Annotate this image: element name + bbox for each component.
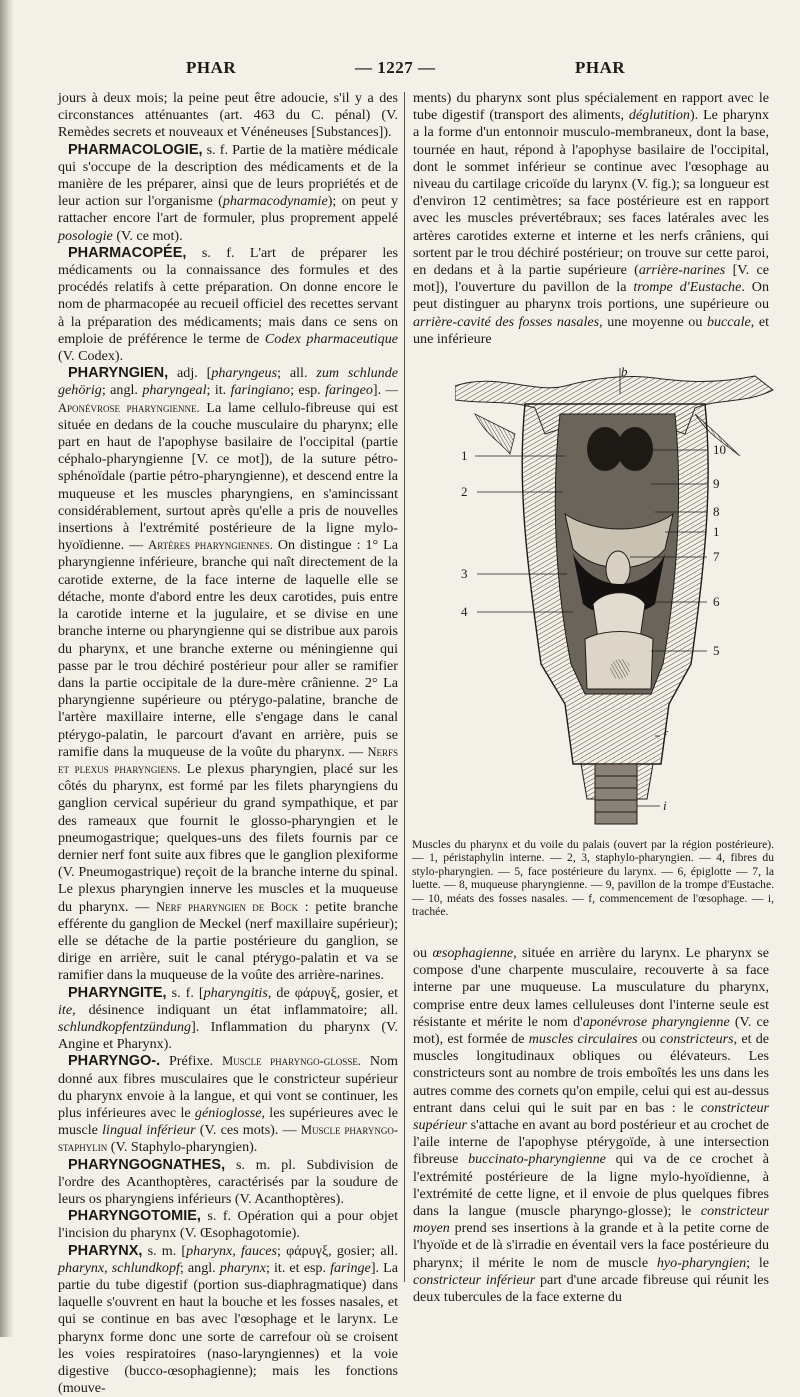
entry-text: (V. ces mots). — (195, 1122, 301, 1139)
entry-text: ). Le pharynx a la forme d'un entonnoir musculo-membraneux, dont la base, tournée en haut, répond à l'apophyse basilaire de l'occipital, dont le sommet inférieur se continue avec l'œsophage au niveau du cartilage cricoïde du larynx (V. fig.); sa longueur est d'environ 12 centimètres; sa face postérieure est en rapport avec les muscles prévertébraux; ses faces latérales avec les artères carotides externe et interne et les nerfs crâniens, qui sortent par le trou déchiré postérieur; on trouve sur cette paroi, en dedans et à la partie supérieure ( (413, 107, 770, 279)
subheading: Muscle pharyngo-staphylin (58, 1123, 398, 1155)
entry-pharynx-continued-2 (413, 945, 769, 1306)
book-binding-shadow (0, 0, 14, 1337)
entry-text: ; φάρυγξ, gosier; all. (277, 1242, 398, 1259)
italic-term: buccale (706, 313, 751, 330)
right-column-top (413, 90, 769, 348)
italic-term: aponévrose pharyngienne (582, 1013, 730, 1030)
figure-label-left: 4 (461, 604, 468, 619)
figure-label-left: 1 (461, 448, 468, 463)
entry-pharmacopee (58, 245, 398, 365)
entry-text: (V. ce mot), est formée de (413, 1013, 770, 1048)
italic-term: constricteur moyen (413, 1203, 769, 1237)
entry-pharyngite (58, 985, 398, 1054)
italic-term: Codex pharmaceutique (264, 330, 398, 347)
headword: PHARYNX, (68, 1242, 143, 1259)
figure-label-i: i (663, 798, 667, 813)
entry-pharyngo (58, 1053, 398, 1156)
entry-text: , les supérieures avec le muscle (58, 1104, 398, 1139)
italic-term: pharyngeal (142, 382, 207, 399)
entry-text: . On peut distinguer au pharynx trois portions, une supérieure ou (413, 279, 769, 313)
entry-text: ; angl. (179, 1259, 220, 1276)
column-divider (404, 92, 405, 1282)
figure-label-left: 2 (461, 484, 468, 499)
figure-label-right: 9 (713, 476, 720, 491)
headword: PHARMACOLOGIE, (68, 141, 203, 158)
italic-term: pharyngeus (211, 365, 278, 382)
left-column (58, 90, 398, 1397)
italic-term: pharmacodynamie (222, 193, 328, 210)
italic-term: œsophagienne (432, 945, 514, 961)
entry-text: s. m. [ (142, 1242, 187, 1259)
headword: PHARYNGOTOMIE, (68, 1208, 201, 1225)
italic-term: constricteur supérieur (413, 1099, 769, 1134)
entry-text: Le plexus pharyngien, placé sur les côtés du pharynx, est formé par les filets pharyngiens du ganglion cervical supérieur du grand sympathique, et par des rameaux que fournit le glosso-pharyngien et le pneumogastrique; quelques-uns des filets fournis par ce dernier nerf font suite aux fibres que le ganglion plexiforme (V. Pneumogastrique) reçoit de la branche interne du spinal. Le plexus pharyngien innerve les muscles et la muqueuse du pharynx. — (58, 760, 398, 915)
entry-text: (V. Staphylo-pharyngien). (107, 1139, 258, 1156)
entry-text: ; esp. (290, 382, 326, 399)
italic-term: posologie (58, 227, 113, 244)
entry-text: s. f. Partie de la matière médicale qui s'occupe de la description des médicaments et de la manière de les préparer, ainsi que de leurs propriétés et de leur action sur l'organisme ( (58, 141, 398, 210)
italic-term: faringeo (325, 382, 373, 399)
italic-term: trompe d'Eustache (633, 279, 742, 296)
running-header (0, 58, 800, 82)
italic-term: muscles circulaires (528, 1031, 638, 1048)
italic-term: hyo-pharyngien (656, 1254, 747, 1271)
italic-term: pharynx, schlundkopf (58, 1259, 180, 1276)
headword: PHARYNGO-. (68, 1053, 161, 1070)
entry-text: s'attache en avant au bord postérieur et au crochet de l'aile interne de l'apophyse ptérygoïde, à une intersection fibreuse (413, 1117, 769, 1168)
entry-text: , située en arrière du larynx. Le pharynx se compose d'une charpente musculaire, recouverte à sa face interne par une muqueuse. La musculature du pharynx, comprise entre deux lames celluleuses dont l'interne seule est résistante et mérite le nom d' (413, 945, 770, 1030)
entry-text: part d'une arcade fibreuse qui réunit les deux tubercules de la face externe du (413, 1271, 769, 1306)
header-left-word: PHAR (186, 58, 237, 77)
entry-text: , et de muscles longitudinaux obliques ou élévateurs. Les constricteurs sont au nombre de trois emboîtés les uns dans les autres comme des cornets qu'on empile, celui qui est au-dessus entrant dans celui qui le suit par en bas : le (413, 1031, 770, 1116)
subheading: Muscle pharyngo-glosse. (222, 1054, 361, 1069)
italic-term: pharyngitis (203, 984, 268, 1001)
headword: PHARYNGOGNATHES, (68, 1156, 226, 1173)
entry-text: La lame cellulo-fibreuse qui est située en dedans de la couche musculaire du pharynx; elle part en haut de l'apophyse basilaire de l'occipital (partie céphalo-pharyngienne [V. ce mot]), de la suture pétro-sphénoïdale (partie pétro-pharyngienne), et descend entre la muqueuse et les muscles pharyngiens, en s'amincissant considérablement, surtout après qu'elle a pris de nouvelles insertions à l'extrémité postérieure de la ligne mylo-hyoïdienne. — (58, 399, 398, 554)
entry-text: ]. (372, 382, 382, 399)
entry-text: ; it. (206, 382, 231, 399)
italic-term: faringe (330, 1259, 371, 1276)
entry-text: (V. ce mot). (112, 227, 183, 244)
figure-label-right: 1 (713, 524, 720, 539)
figure-label-f: f (663, 728, 667, 743)
figure-label-right: 10 (713, 442, 726, 457)
italic-term: génioglosse (194, 1104, 262, 1121)
entry-pharyngien (58, 365, 398, 984)
entry-text: s. m. pl. Subdivision de l'ordre des Acanthoptères, caractérisés par la soudure de leurs os pharyngiens inférieurs (V. Acanthoptères). (58, 1156, 398, 1207)
entry-text: , de φάρυγξ, gosier, et (267, 984, 398, 1001)
entry-pharynx (58, 1243, 398, 1397)
figure-label-right: 7 (713, 549, 720, 564)
entry-text: , et une inférieure (413, 313, 770, 347)
subheading-aponevrose: — Aponévrose pharyngienne. (58, 383, 398, 415)
figure-label-left: 3 (461, 566, 468, 581)
header-right-word: PHAR (575, 58, 626, 77)
entry-text: ); on peut y rattacher encore l'art de formuler, plus proprement appelé (58, 193, 398, 227)
italic-term: buccinato-pharyngienne (468, 1151, 606, 1168)
entry-text: adj. [ (168, 365, 212, 382)
page-number: — 1227 — (355, 58, 436, 77)
entry-text: , désinence indiquant un état inflammatoire; all. (72, 1001, 398, 1018)
headword: PHARMACOPÉE, (68, 244, 187, 261)
entry-text: s. f. Opération qui a pour objet l'incision du pharynx (V. Œsophagotomie). (58, 1208, 398, 1242)
entry-text: prend ses insertions à la grande et à la petite corne de l'hyoïde et de là s'irradie en éventail vers la face postérieure du pharynx; il mérite le nom de muscle (413, 1220, 769, 1271)
subheading-arteres: Artères pharyngiennes. (148, 538, 273, 553)
italic-term: arrière-narines (638, 262, 726, 279)
uvula (606, 551, 630, 587)
entry-text: ; it. et esp. (265, 1259, 331, 1276)
entry-pharyngotomie (58, 1208, 398, 1242)
entry-text: (V. Codex). (58, 348, 124, 365)
figure-label-right: 5 (713, 643, 720, 658)
italic-term: lingual inférieur (102, 1122, 196, 1139)
entry-text: ou (637, 1031, 661, 1048)
italic-term: pharynx (219, 1259, 266, 1276)
entry-text: Nom donné aux fibres musculaires que le constricteur supérieur du pharynx envoie à la langue, et qui vont se continuer, les plus inférieures avec le (58, 1053, 398, 1121)
entry-pharynx-continued (413, 90, 769, 348)
right-column-bottom (413, 945, 769, 1306)
italic-term: zum schlunde gehörig (58, 365, 399, 399)
entry-text: ]. Inflammation du pharynx (V. Angine et Pharynx). (58, 1018, 398, 1053)
headword: PHARYNGIEN, (68, 365, 169, 382)
entry-text: On distingue : 1° La pharyngienne inférieure, branche qui naît directement de la carotide externe, de la face interne de laquelle elle se détache, monte d'abord entre les deux carotides, puis entre la carotide interne et la jugulaire, et se divise en une branche interne ou pharyngienne qui se distribue aux parois du pharynx, et une branche externe ou méningienne qui passe par le trou déchiré postérieur pour aller se ramifier dans la partie occipitale de la dure-mère crânienne. 2° La pharyngienne supérieure ou ptérygo-palatine, branche de l'artère maxillaire interne, elle s'engage dans le canal ptérygo-palatin, le parcourt d'avant en arrière, puis se ramifie dans la muqueuse de la voûte du pharynx. — (58, 537, 399, 760)
italic-term: déglutition (628, 107, 690, 124)
entry-text: [V. ce mot]), l'ouverture du pavillon de la (413, 262, 770, 296)
italic-term: constricteur inférieur (413, 1271, 536, 1288)
pharynx-anatomical-illustration (455, 364, 775, 829)
entry-text: ; le (746, 1254, 769, 1271)
trachea (595, 764, 637, 824)
italic-term: schlundkopfentzündung (58, 1018, 192, 1035)
italic-term: arrière-cavité des fosses nasales (413, 313, 600, 330)
figure-label-right: 6 (713, 594, 720, 609)
entry-text: s. f. L'art de préparer les médicaments ou la connaissance des formules et des procédés relatifs à cette préparation. On donne encore le nom de pharmacopée au recueil officiel des recettes servant à la préparation des médicaments; mais dans ce sens on emploie de préférence le terme de (58, 244, 398, 347)
figure-label-b: b (621, 364, 628, 379)
entry-text: s. f. [ (166, 984, 204, 1001)
italic-term: ite (58, 1001, 73, 1018)
entry-text: ; all. (277, 365, 317, 382)
entry-text: ments) du pharynx sont plus spécialement en rapport avec le tube digestif (transport des aliments, (413, 90, 769, 124)
figure-caption: Muscles du pharynx et du voile du palais (ouvert par la région postérieure). — 1, péristaphylin interne. — 2, 3, staphylo-pharyngien. — 4, fibres du stylo-pharyngien. — 5, face postérieure du larynx. — 6, épiglotte — 7, la luette. — 8, muqueuse pharyngienne. — 9, pavillon de la trompe d'Eustache. — 10, méats des fosses nasales. — f, commencement de l'œsophage. — i, trachée. (412, 838, 774, 919)
entry-text: ; angl. (101, 382, 143, 399)
entry-text: : petite branche efférente du ganglion de Meckel (nerf maxillaire supérieur); elle se détache de la partie postérieure du ganglion, se dirige en arrière, suit le canal ptérygo-palatin et va se ramifier dans la muqueuse de la voûte des arrière-narines. (58, 898, 398, 984)
subheading-nerfs: Nerfs et plexus pharyngiens. (58, 744, 398, 776)
figure-label-right: 8 (713, 504, 720, 519)
subheading-nerf-bock: Nerf pharyngien de Bock (156, 899, 298, 914)
italic-term: pharynx, fauces (186, 1242, 277, 1259)
italic-term: constricteurs (660, 1031, 734, 1048)
entry-pharyngognathes (58, 1157, 398, 1209)
entry-text: qui va de ce crochet à l'extrémité postérieure de la ligne mylo-hyoïdienne, à l'extrémité de cette ligne, et il envoie de plus quelques fibres dans la langue (muscle pharyngo-glosse); le (413, 1151, 769, 1220)
entry-text: , une moyenne ou (599, 313, 707, 330)
headword: PHARYNGITE, (68, 984, 167, 1001)
entry-text: ]. La partie du tube digestif (portion sus-diaphragmatique) dans laquelle s'ouvrent en haut la bouche et les fosses nasales, et qui se continue en bas avec l'œsophage et le larynx. Le pharynx forme donc une sorte de carrefour où se croisent les voies respiratoires (naso-laryngiennes) et la voie digestive (bucco-œsophagienne); mais les fonctions (mouve- (58, 1259, 398, 1397)
italic-term: faringiano (230, 382, 291, 399)
entry-pharmacologie (58, 142, 398, 245)
entry-text: Préfixe. (160, 1053, 223, 1070)
entry-text: ou (413, 945, 433, 961)
entry-continuation: jours à deux mois; la peine peut être adoucie, s'il y a des circonstances atténuantes (art. 463 du C. pénal) (V. Remèdes secrets et nouveaux et Vénéneuses [Substances]). (58, 90, 398, 141)
